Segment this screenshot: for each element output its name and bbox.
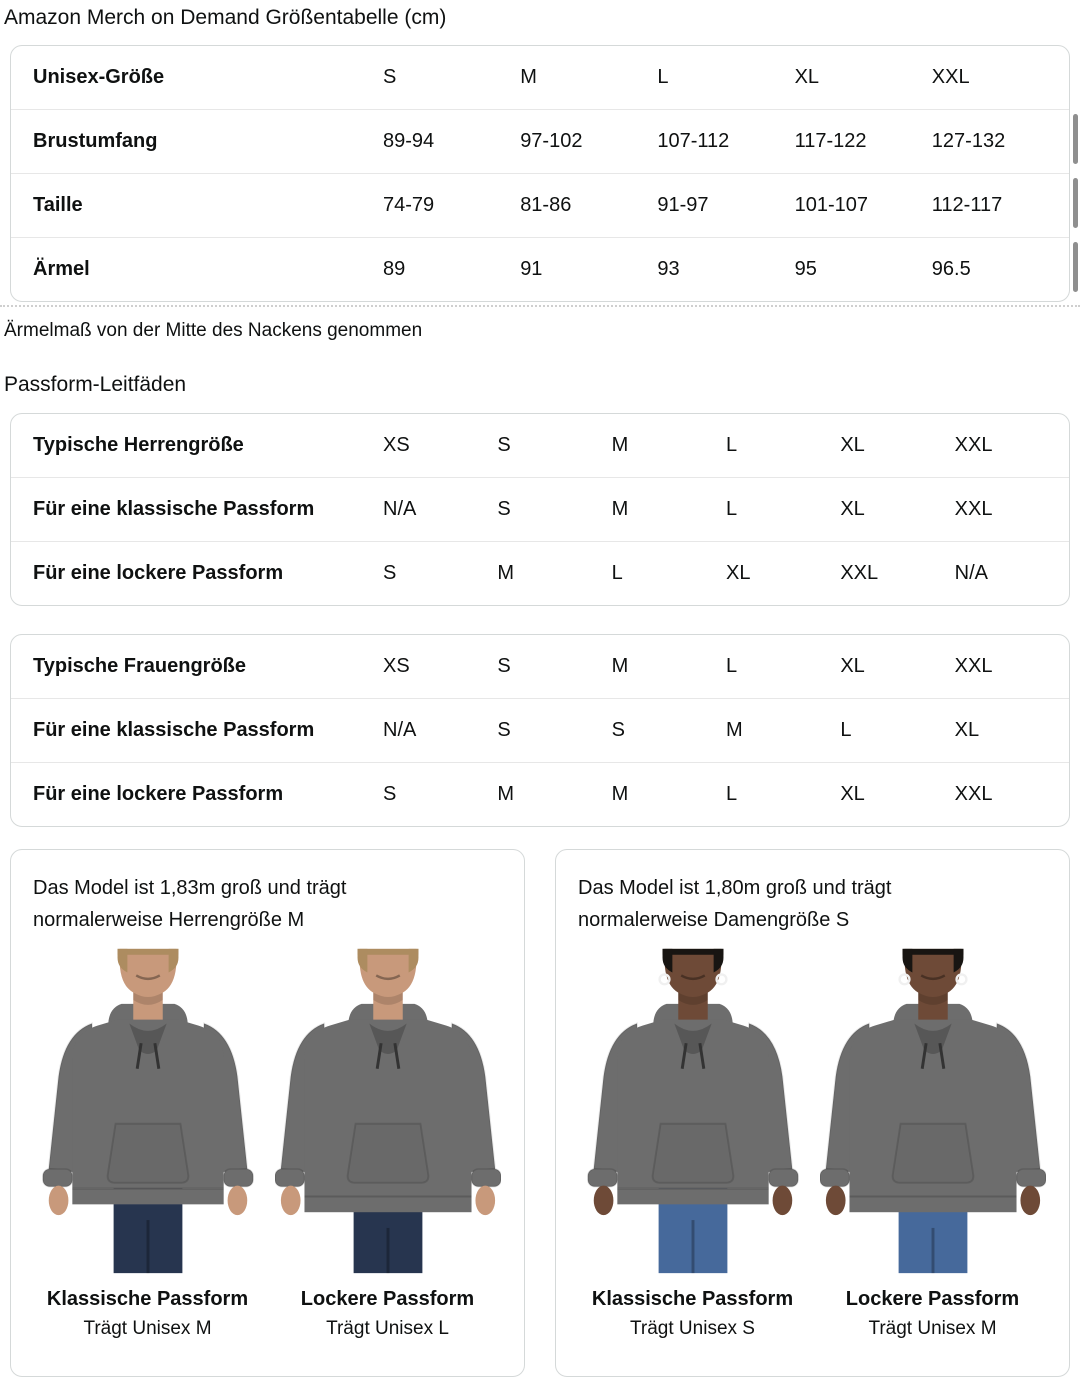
model-photo-classic-fit <box>580 946 806 1276</box>
row-label: Ärmel <box>33 258 90 280</box>
size-cell: N/A <box>383 498 417 520</box>
size-cell: 74-79 <box>383 194 435 216</box>
fit-label: Klassische Passform <box>591 1288 794 1310</box>
table-row <box>11 762 1069 826</box>
row-label: Für eine lockere Passform <box>33 562 284 584</box>
size-cell: S <box>497 655 511 677</box>
size-cell: XXL <box>931 66 970 88</box>
size-cell: 95 <box>794 258 817 280</box>
size-cell: XXL <box>954 498 993 520</box>
size-cell: L <box>726 434 738 456</box>
fit-label: Klassische Passform <box>46 1288 249 1310</box>
size-cell: XL <box>794 66 820 88</box>
size-cell: 96.5 <box>931 258 971 280</box>
model-photo-classic-fit <box>35 946 261 1276</box>
size-cell: XL <box>840 655 865 677</box>
table-row <box>11 414 1069 477</box>
row-label: Für eine klassische Passform <box>33 719 315 741</box>
size-cell: XL <box>840 434 865 456</box>
scrollbar-thumb[interactable] <box>1073 114 1078 164</box>
size-cell: 89-94 <box>383 130 435 152</box>
size-cell: M <box>611 434 629 456</box>
size-cell: L <box>726 655 738 677</box>
fit-guides-heading: Passform-Leitfäden <box>4 373 187 396</box>
size-cell: 127-132 <box>931 130 1006 152</box>
size-cell: M <box>611 783 629 805</box>
size-cell: S <box>611 719 625 741</box>
size-cell: S <box>497 498 511 520</box>
size-cell: 112-117 <box>931 194 1003 216</box>
size-cell: S <box>383 562 397 584</box>
size-worn-label: Trägt Unisex M <box>83 1318 212 1339</box>
size-cell: L <box>611 562 623 584</box>
page-title: Amazon Merch on Demand Größentabelle (cm) <box>4 6 447 29</box>
size-cell: XS <box>383 434 410 456</box>
model-card-men <box>10 849 525 1377</box>
size-cell: M <box>726 719 743 741</box>
size-worn-label: Trägt Unisex L <box>326 1318 449 1339</box>
size-cell: S <box>497 434 511 456</box>
size-cell: 101-107 <box>794 194 868 216</box>
size-cell: N/A <box>383 719 417 741</box>
table-row <box>11 698 1069 762</box>
table-row <box>11 541 1069 605</box>
size-cell: XL <box>840 498 865 520</box>
size-cell: XL <box>840 783 865 805</box>
size-cell: N/A <box>954 562 988 584</box>
table-row <box>11 173 1069 237</box>
size-cell: 91 <box>520 258 543 280</box>
model-photo-loose-fit <box>820 946 1046 1276</box>
size-cell: XS <box>383 655 410 677</box>
size-cell: L <box>726 498 738 520</box>
fit-label: Lockere Passform <box>300 1288 475 1310</box>
fit-table-women <box>10 634 1070 827</box>
size-cell: 91-97 <box>657 194 709 216</box>
section-divider <box>0 305 1080 307</box>
row-label: Typische Frauengröße <box>33 655 247 677</box>
size-cell: 93 <box>657 258 680 280</box>
table-row <box>11 477 1069 541</box>
model-description: Das Model ist 1,80m groß und trägt normalerweise Damengröße S <box>578 877 892 931</box>
size-cell: XXL <box>840 562 879 584</box>
table-row <box>11 635 1069 698</box>
size-cell: 117-122 <box>794 130 867 152</box>
size-cell: XXL <box>954 655 993 677</box>
size-cell: 89 <box>383 258 406 280</box>
size-cell: M <box>497 562 514 584</box>
table-row <box>11 46 1069 109</box>
size-cell: L <box>726 783 738 805</box>
size-cell: 81-86 <box>520 194 572 216</box>
size-cell: XXL <box>954 783 993 805</box>
row-label: Taille <box>33 194 83 216</box>
size-cell: M <box>520 66 537 88</box>
row-label: Für eine lockere Passform <box>33 783 284 805</box>
model-description: Das Model ist 1,83m groß und trägt normalerweise Herrengröße M <box>33 877 347 931</box>
size-worn-label: Trägt Unisex S <box>630 1318 755 1339</box>
scrollbar-thumb[interactable] <box>1073 178 1078 228</box>
size-cell: S <box>383 783 397 805</box>
sleeve-note: Ärmelmaß von der Mitte des Nackens genommen <box>4 320 423 341</box>
model-card-women <box>555 849 1070 1377</box>
model-photo-loose-fit <box>275 946 501 1276</box>
size-cell: M <box>611 498 629 520</box>
size-cell: 97-102 <box>520 130 583 152</box>
row-label: Typische Herrengröße <box>33 434 244 456</box>
size-cell: 107-112 <box>657 130 730 152</box>
size-cell: XL <box>726 562 751 584</box>
table-row <box>11 237 1069 301</box>
unisex-size-table <box>10 45 1070 302</box>
scrollbar-thumb[interactable] <box>1073 242 1078 292</box>
size-cell: L <box>840 719 852 741</box>
size-cell: S <box>497 719 511 741</box>
size-cell: XL <box>954 719 980 741</box>
size-cell: M <box>611 655 629 677</box>
row-label: Brustumfang <box>33 130 158 152</box>
size-worn-label: Trägt Unisex M <box>868 1318 997 1339</box>
fit-table-men <box>10 413 1070 606</box>
row-label: Für eine klassische Passform <box>33 498 315 520</box>
row-label: Unisex-Größe <box>33 66 165 88</box>
size-cell: XXL <box>954 434 993 456</box>
size-cell: S <box>383 66 397 88</box>
size-cell: L <box>657 66 669 88</box>
size-cell: M <box>497 783 514 805</box>
table-row <box>11 109 1069 173</box>
model-cards <box>10 849 1070 1377</box>
fit-label: Lockere Passform <box>845 1288 1020 1310</box>
